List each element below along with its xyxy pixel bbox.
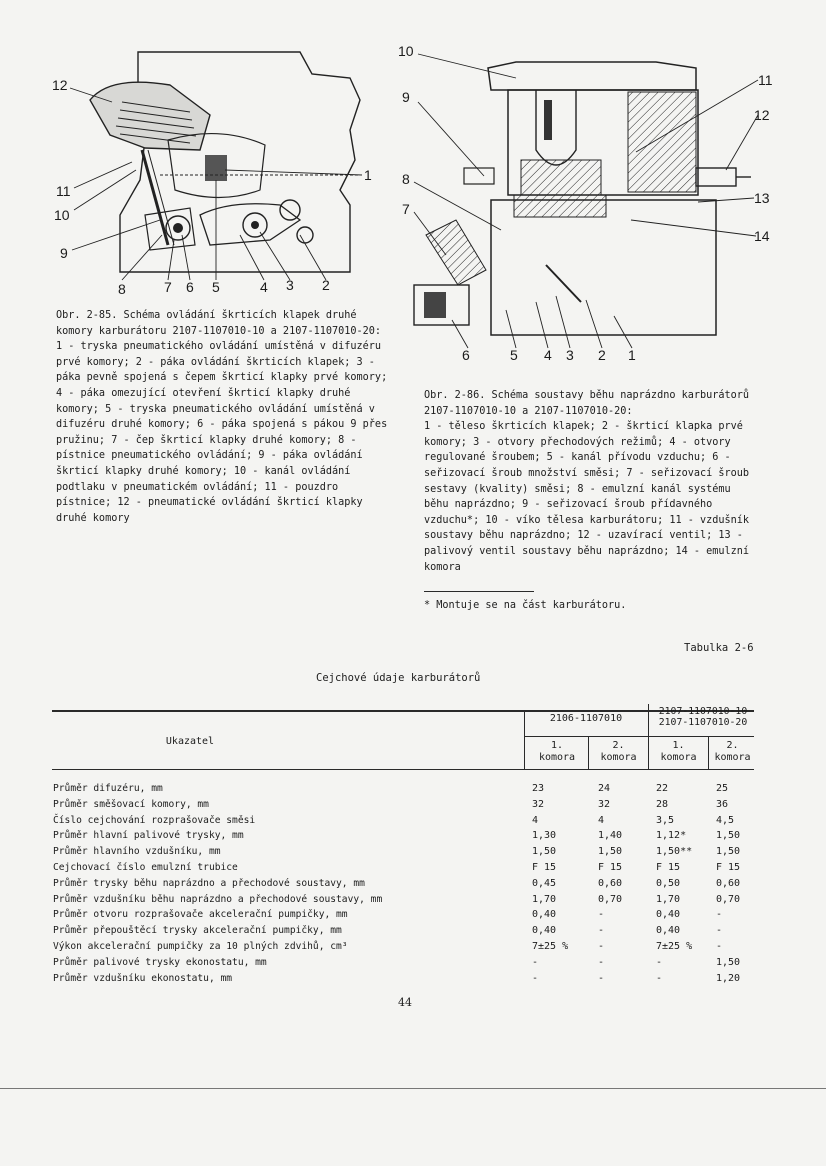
table-cell: 1,50 <box>716 846 741 858</box>
callout-2: 2 <box>322 277 330 293</box>
table-row-label: Výkon akcelerační pumpičky za 10 plných zdvihů, cm³ <box>53 941 348 952</box>
table-cell: F 15 <box>532 862 557 873</box>
table-cell: 22 <box>656 783 669 794</box>
callout-3: 3 <box>566 347 574 363</box>
caption-title: Obr. 2-86. Schéma soustavy běhu naprázdno karburátorů 2107-1107010-10 a 2107-1107010-20: <box>424 390 750 417</box>
table-cell: - <box>656 956 663 968</box>
callout-13: 13 <box>754 190 770 206</box>
callout-6: 6 <box>186 279 194 295</box>
caption-figure-2-85 <box>56 308 388 526</box>
callout-11: 11 <box>758 72 773 88</box>
table-cell: 1,40 <box>598 830 623 842</box>
callout-9: 9 <box>60 245 68 261</box>
table-cell: 1,20 <box>716 972 741 984</box>
subheader-komora: 1. komora <box>660 740 697 763</box>
table-cell: - <box>716 925 723 937</box>
table-cell: 1,50 <box>716 956 741 968</box>
table-cell: F 15 <box>598 862 623 873</box>
subheader-komora: 2. komora <box>714 740 751 763</box>
table-cell: 0,40 <box>532 909 557 921</box>
table-cell: - <box>598 956 605 968</box>
table-cell: 0,70 <box>716 893 741 905</box>
table-cell: - <box>598 941 605 952</box>
callout-9: 9 <box>402 89 410 105</box>
column-header-parameter: Ukazatel <box>165 736 215 747</box>
callout-10: 10 <box>398 43 414 59</box>
table-row-label: Číslo cejchování rozprašovače směsi <box>53 814 256 826</box>
table-row-label: Průměr otvoru rozprašovače akcelerační pumpičky, mm <box>53 909 348 921</box>
table-cell: 1,50** <box>656 846 693 858</box>
table-cell: 7±25 % <box>656 941 693 952</box>
callout-8: 8 <box>118 281 126 297</box>
table-cell: 0,50 <box>656 877 681 889</box>
table-cell: - <box>598 909 605 921</box>
figure-2-86-idle-system-diagram <box>396 40 776 370</box>
table-cell: - <box>716 941 723 952</box>
column-group-2107-line1: 2107-1107010-10 <box>658 706 748 717</box>
table-vline <box>524 710 525 770</box>
table-cell: 4 <box>532 814 539 826</box>
callout-12: 12 <box>52 77 68 93</box>
table-cell: 1,50 <box>716 830 741 842</box>
column-group-2106: 2106-1107010 <box>549 713 623 724</box>
table-cell: 36 <box>716 798 729 810</box>
table-cell: 3,5 <box>656 814 675 826</box>
callout-2: 2 <box>598 347 606 363</box>
table-cell: F 15 <box>716 862 741 873</box>
table-cell: - <box>598 925 605 937</box>
table-row-label: Cejchovací číslo emulzní trubice <box>53 862 238 873</box>
table-row-label: Průměr vzdušníku běhu naprázdno a přechodové soustavy, mm <box>53 893 383 905</box>
table-cell: 7±25 % <box>532 941 569 952</box>
table-cell: - <box>598 972 605 984</box>
table-row-label: Průměr difuzéru, mm <box>53 783 163 794</box>
table-cell: 0,60 <box>716 877 741 889</box>
column-group-2107-line2: 2107-1107010-20 <box>658 717 748 728</box>
caption-figure-2-86 <box>424 388 754 575</box>
table-cell: 24 <box>598 783 611 794</box>
table-hline <box>524 736 754 737</box>
caption-body: 1 - tryska pneumatického ovládání umístěná v difuzéru prvé komory; 2 - páka ovládání škrticích klapek; 3 - páka pevně spojená s čepem škrticí klapky prvé komory; 4 - páka omezující otevření škrticí klapky druhé komory; 5 - tryska pneumatického ovládání umístěná v difuzéru druhé komory; 6 - páka spojená s pákou 9 přes pružinu; 7 - čep škrticí klapky druhé komory; 8 - pístnice pneumatického ovládání; 9 - páka ovládání škrticí klapky druhé komory; 10 - kanál ovládání podtlaku v pneumatickém ovládání; 11 - pouzdro pístnice; 12 - pneumatické ovládání škrticí klapky druhé komory <box>56 341 388 524</box>
table-cell: 1,50 <box>598 846 623 858</box>
table-row-label: Průměr hlavního vzdušníku, mm <box>53 846 221 858</box>
footnote: * Montuje se na část karburátoru. <box>424 600 627 611</box>
callout-7: 7 <box>402 201 410 217</box>
table-row-label: Průměr směšovací komory, mm <box>53 798 209 810</box>
callout-1: 1 <box>628 347 636 363</box>
callout-4: 4 <box>544 347 552 363</box>
table-cell: 0,60 <box>598 877 623 889</box>
subheader-komora: 1. komora <box>538 740 576 763</box>
subheader-komora: 2. komora <box>600 740 637 763</box>
table-cell: 1,70 <box>656 893 681 905</box>
callout-8: 8 <box>402 171 410 187</box>
callout-3: 3 <box>286 277 294 293</box>
callout-1: 1 <box>364 167 372 183</box>
table-cell: 4,5 <box>716 814 735 826</box>
callout-11: 11 <box>56 183 71 199</box>
callout-10: 10 <box>54 207 70 223</box>
table-cell: - <box>716 909 723 921</box>
table-row-label: Průměr trysky běhu naprázdno a přechodové soustavy, mm <box>53 877 365 889</box>
table-cell: 25 <box>716 783 729 794</box>
callout-5: 5 <box>510 347 518 363</box>
table-row-label: Průměr palivové trysky ekonostatu, mm <box>53 956 267 968</box>
table-label: Tabulka 2-6 <box>684 642 754 654</box>
table-cell: - <box>532 972 539 984</box>
page-number: 44 <box>398 996 412 1009</box>
callout-6: 6 <box>462 347 470 363</box>
table-row-label: Průměr vzdušníku ekonostatu, mm <box>53 972 233 984</box>
table-title: Cejchové údaje karburátorů <box>316 672 481 684</box>
table-cell: 0,40 <box>532 925 557 937</box>
callout-7: 7 <box>164 279 172 295</box>
table-cell: 0,40 <box>656 925 681 937</box>
table-cell: 1,30 <box>532 830 557 842</box>
table-cell: 0,45 <box>532 877 557 889</box>
table-cell: 28 <box>656 798 669 810</box>
callout-12: 12 <box>754 107 770 123</box>
page-bottom-rule <box>0 1088 826 1089</box>
callout-14: 14 <box>754 228 770 244</box>
caption-body: 1 - těleso škrticích klapek; 2 - škrticí klapka prvé komory; 3 - otvory přechodových režimů; 4 - otvory regulované šroubem; 5 - kanál přívodu vzduchu; 6 - seřizovací šroub množství směsi; 7 - seřizovací šroub sestavy (kvality) směsi; 8 - emulzní kanál systému běhu naprázdno; 9 - seřizovací šroub přídavného vzduchu*; 10 - víko tělesa karburátoru; 11 - vzdušník soustavy běhu naprázdno; 12 - uzavírací ventil; 13 - palivový ventil soustavy běhu naprázdno; 14 - emulzní komora <box>424 421 750 573</box>
table-cell: 0,40 <box>656 909 681 921</box>
table-row-label: Průměr hlavní palivové trysky, mm <box>53 830 244 842</box>
table-cell: 1,12* <box>656 830 687 842</box>
table-cell: 0,70 <box>598 893 623 905</box>
callout-4: 4 <box>260 279 268 295</box>
table-cell: F 15 <box>656 862 681 873</box>
table-cell: - <box>532 956 539 968</box>
table-cell: 1,50 <box>532 846 557 858</box>
table-cell: 23 <box>532 783 545 794</box>
table-cell: - <box>656 972 663 984</box>
table-row-label: Průměr přepouštěcí trysky akcelerační pumpičky, mm <box>53 925 342 937</box>
callout-5: 5 <box>212 279 220 295</box>
table-cell: 1,70 <box>532 893 557 905</box>
table-cell: 32 <box>532 798 545 810</box>
figure-2-85-throttle-control-diagram <box>50 40 380 300</box>
table-cell: 4 <box>598 814 605 826</box>
table-cell: 32 <box>598 798 611 810</box>
caption-title: Obr. 2-85. Schéma ovládání škrticích klapek druhé komory karburátoru 2107-1107010-10 a 2107-1107010-20: <box>56 310 382 337</box>
footnote-divider <box>424 591 534 592</box>
